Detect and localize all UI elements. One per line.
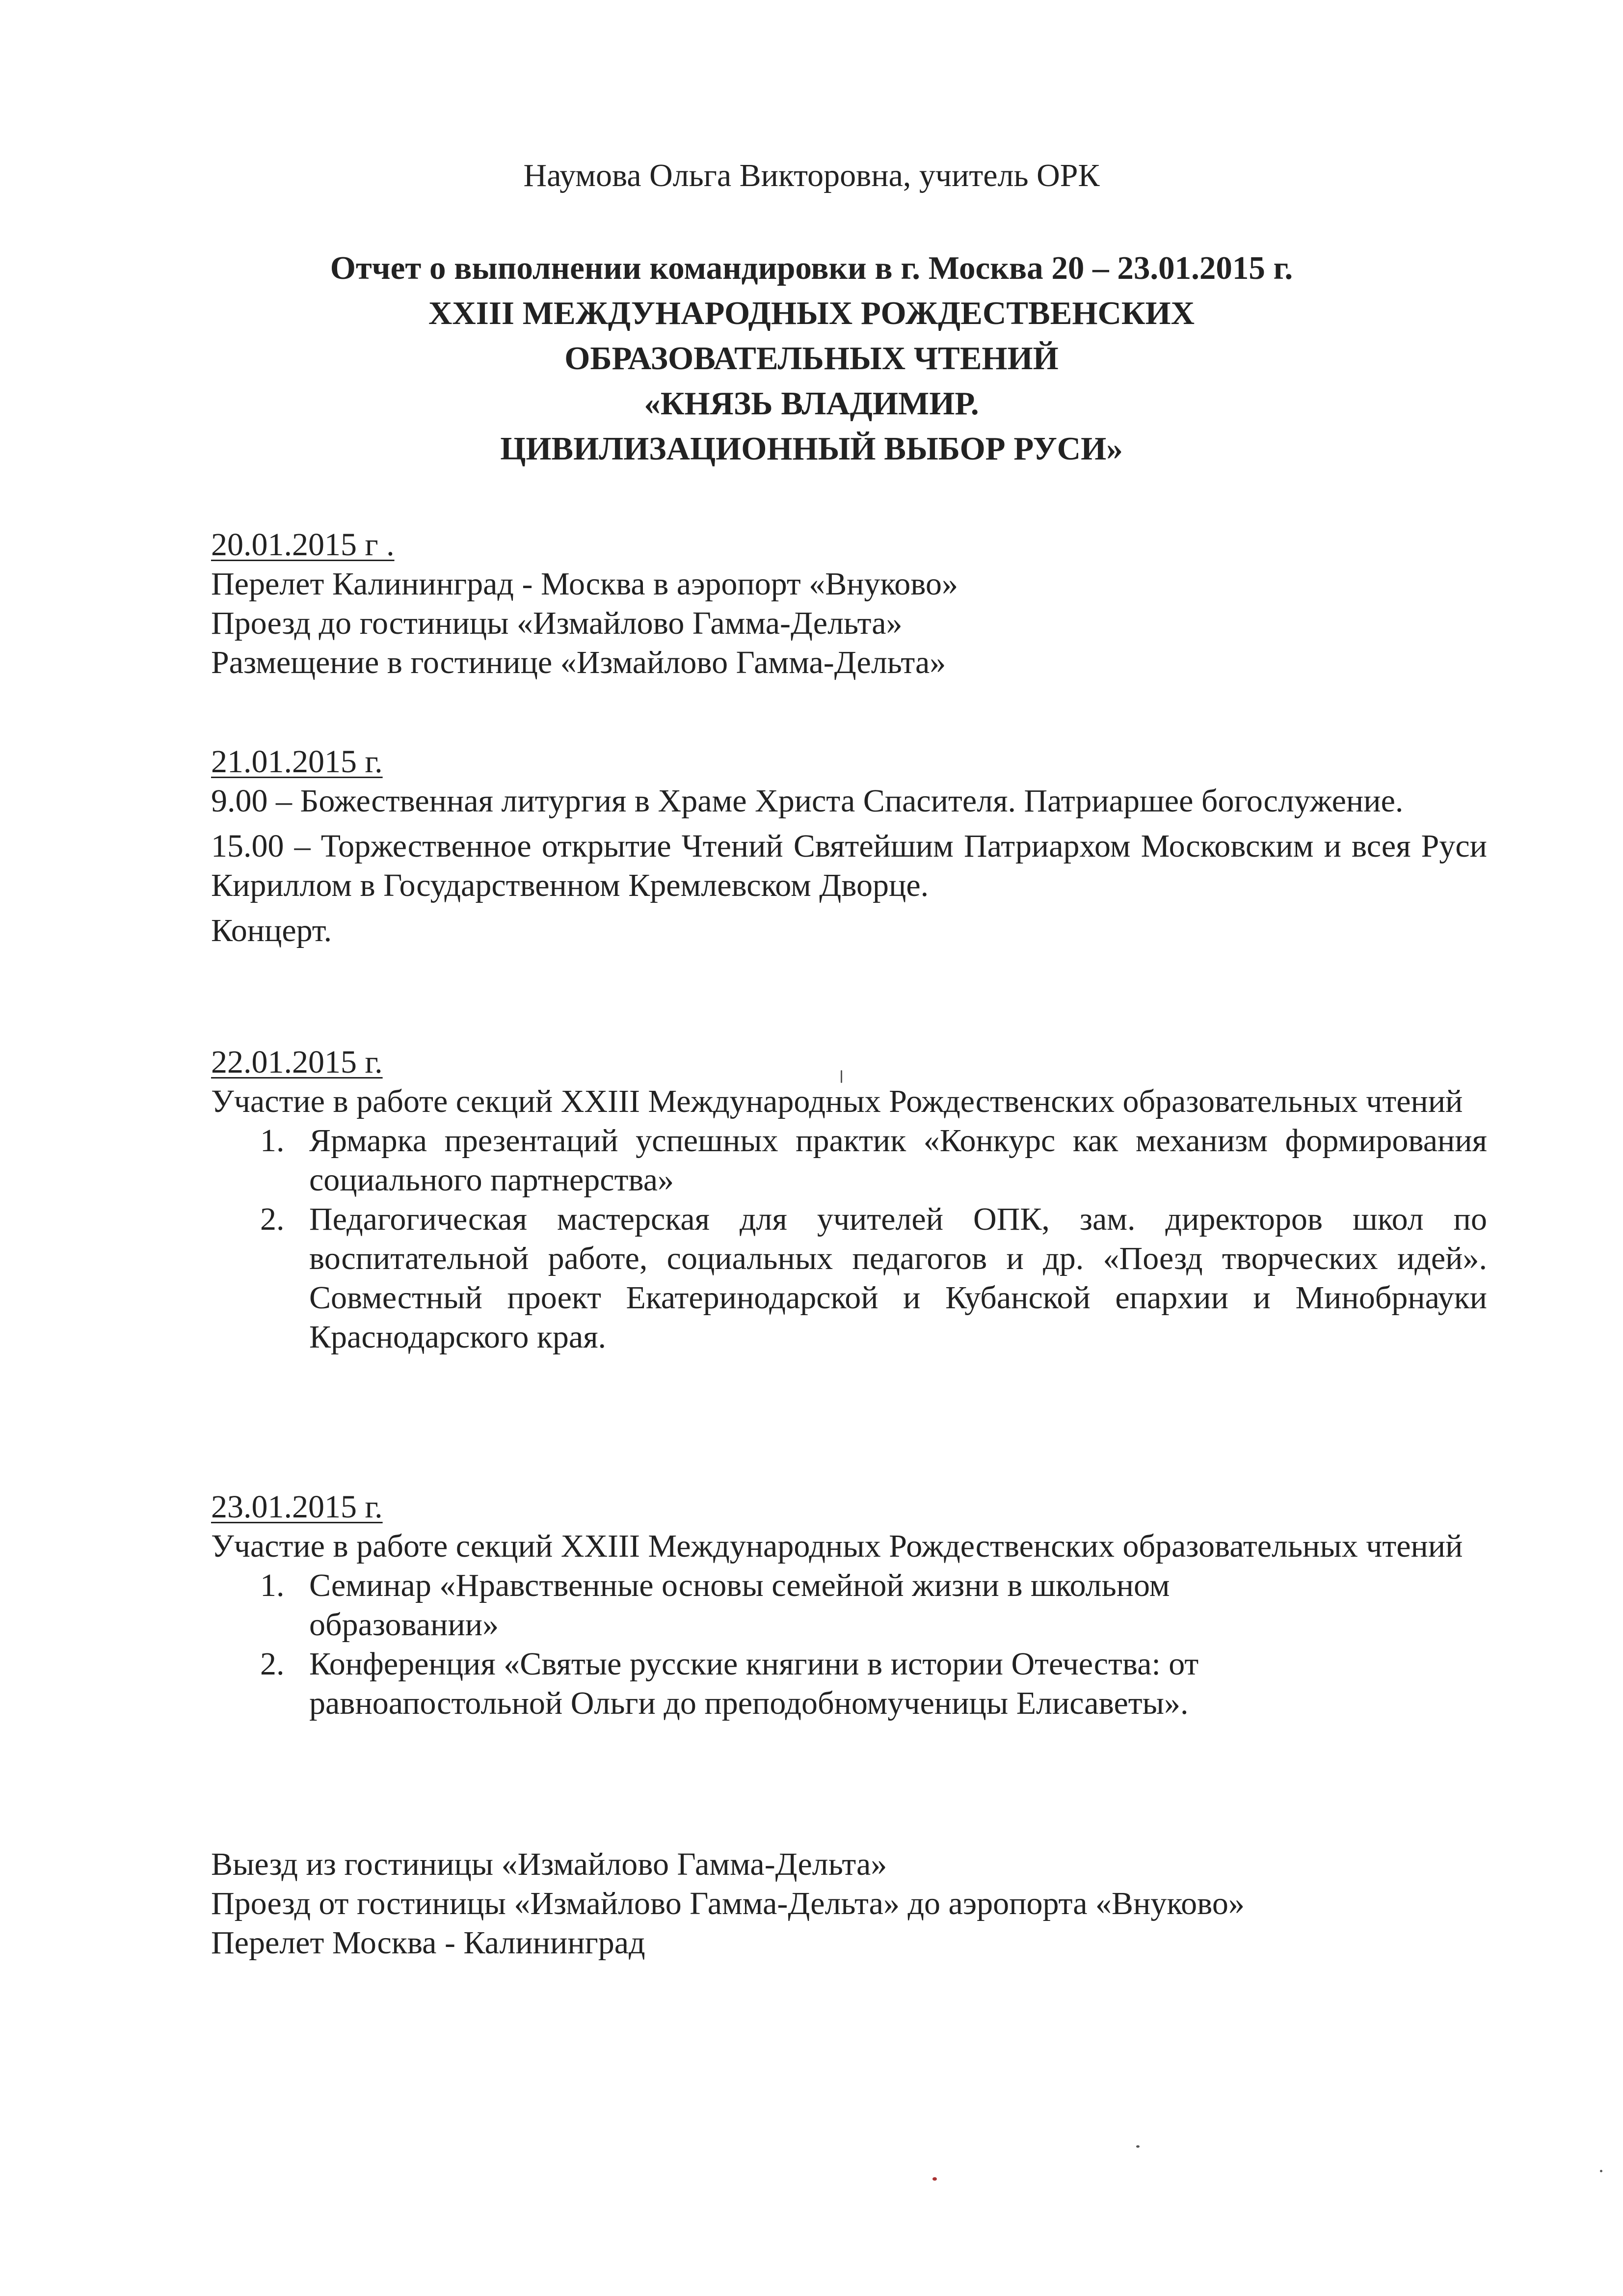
scan-speck (1136, 2145, 1140, 2148)
date-heading: 20.01.2015 г . (211, 527, 395, 563)
list-item-text: Педагогическая мастерская для учителей ОПК, зам. директоров школ по воспитательной работе, социальных педагогов и др. «Поезд творческих идей». Совместный проект Екатеринодарской и Кубанской епархии и Минобрнауки Краснодарского края. (309, 1201, 1487, 1355)
paragraph: Участие в работе секций XXIII Международных Рождественских образовательных чтений (211, 1083, 1463, 1119)
list-number: 1. (260, 1123, 285, 1159)
date-heading: 21.01.2015 г. (211, 744, 383, 780)
list-item (211, 1200, 1487, 1357)
scan-speck (1600, 2170, 1602, 2172)
title-line-5: ЦИВИЛИЗАЦИОННЫЙ ВЫБОР РУСИ» (500, 431, 1123, 467)
numbered-list (211, 1121, 1487, 1357)
list-item (211, 1121, 1487, 1200)
title-line-4: «КНЯЗЬ ВЛАДИМИР. (644, 385, 979, 422)
numbered-list (211, 1566, 1355, 1723)
report-title (0, 245, 1623, 471)
text-line: Проезд от гостиницы «Измайлово Гамма-Дельта» до аэропорта «Внуково» (211, 1886, 1245, 1921)
list-item (211, 1645, 1355, 1723)
text-line: Размещение в гостинице «Измайлово Гамма-Дельта» (211, 645, 946, 680)
list-item (211, 1566, 1355, 1645)
paragraph: Концерт. (211, 913, 332, 948)
scan-speck (932, 2177, 937, 2181)
title-line-2: XXIII МЕЖДУНАРОДНЫХ РОЖДЕСТВЕНСКИХ (428, 295, 1195, 331)
title-line-1: Отчет о выполнении командировки в г. Москва 20 – 23.01.2015 г. (330, 250, 1293, 286)
section-day-4 (211, 1487, 1487, 1723)
list-number: 2. (260, 1646, 285, 1682)
list-item-text: Ярмарка презентаций успешных практик «Конкурс как механизм формирования социального партнерства» (309, 1123, 1487, 1198)
author-line: Наумова Ольга Викторовна, учитель ОРК (523, 158, 1100, 193)
section-day-3 (211, 1043, 1487, 1357)
text-line: Перелет Москва - Калининград (211, 1925, 645, 1961)
paragraph: Участие в работе секций XXIII Международных Рождественских образовательных чтений (211, 1528, 1463, 1564)
list-item-text: Конференция «Святые русские княгини в истории Отечества: от равноапостольной Ольги до преподобномученицы Елисаветы». (309, 1646, 1199, 1721)
text-line: Проезд до гостиницы «Измайлово Гамма-Дельта» (211, 605, 903, 641)
list-number: 2. (260, 1201, 285, 1237)
section-day-2 (211, 742, 1487, 950)
text-line: Перелет Калининград - Москва в аэропорт «Внуково» (211, 566, 958, 602)
date-heading: 23.01.2015 г. (211, 1489, 383, 1525)
list-item-text: Семинар «Нравственные основы семейной жизни в школьном образовании» (309, 1567, 1170, 1643)
scan-speck (841, 1070, 842, 1083)
title-line-3: ОБРАЗОВАТЕЛЬНЫХ ЧТЕНИЙ (564, 340, 1059, 377)
section-closing (211, 1845, 1487, 1963)
text-line: Выезд из гостиницы «Измайлово Гамма-Дельта» (211, 1846, 887, 1882)
paragraph: 9.00 – Божественная литургия в Храме Христа Спасителя. Патриаршее богослужение. (211, 783, 1404, 819)
section-day-1 (211, 525, 1487, 682)
list-number: 1. (260, 1567, 285, 1603)
date-heading: 22.01.2015 г. (211, 1044, 383, 1080)
paragraph: 15.00 – Торжественное открытие Чтений Святейшим Патриархом Московским и всея Руси Кириллом в Государственном Кремлевском Дворце. (211, 828, 1487, 903)
